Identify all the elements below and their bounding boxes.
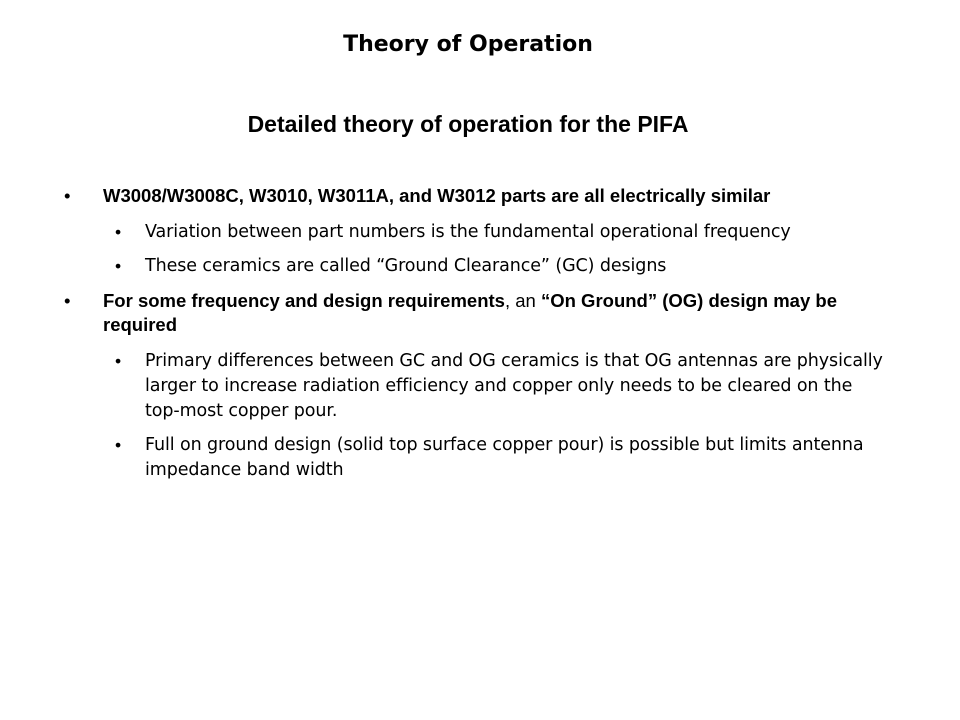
- bullet-list: [60, 184, 890, 493]
- slide-subtitle: Detailed theory of operation for the PIFA: [247, 111, 689, 137]
- sub-bullet-text: Primary differences between GC and OG ceramics is that OG antennas are physically larger to increase radiation efficiency and copper only needs to be cleared on the top-most copper pour.: [145, 351, 883, 421]
- bullet-icon: •: [115, 435, 122, 455]
- bullet-text-bold: For some frequency and design requirements: [103, 290, 505, 311]
- sub-bullet-item: [103, 220, 890, 245]
- bullet-icon: •: [64, 185, 71, 206]
- sub-bullet-item: [103, 349, 890, 424]
- bullet-icon: •: [115, 222, 122, 242]
- sub-bullet-text: These ceramics are called “Ground Clearance” (GC) designs: [145, 256, 667, 276]
- bullet-icon: •: [64, 290, 71, 311]
- bullet-text-bold: “On Ground” (OG) design may be required: [103, 290, 837, 335]
- sub-bullet-list: [103, 349, 890, 483]
- bullet-item-similar-parts: [60, 184, 890, 279]
- bullet-item-on-ground: [60, 289, 890, 483]
- slide-title: Theory of Operation: [343, 32, 593, 57]
- sub-bullet-list: [103, 220, 890, 279]
- sub-bullet-item: [103, 433, 890, 483]
- bullet-icon: •: [115, 351, 122, 371]
- bullet-text: W3008/W3008C, W3010, W3011A, and W3012 parts are all electrically similar: [103, 185, 771, 206]
- bullet-icon: •: [115, 256, 122, 276]
- sub-bullet-text: Variation between part numbers is the fundamental operational frequency: [145, 222, 791, 242]
- sub-bullet-text: Full on ground design (solid top surface copper pour) is possible but limits antenna impedance band width: [145, 435, 864, 480]
- bullet-text-plain: , an: [504, 290, 541, 311]
- sub-bullet-item: [103, 254, 890, 279]
